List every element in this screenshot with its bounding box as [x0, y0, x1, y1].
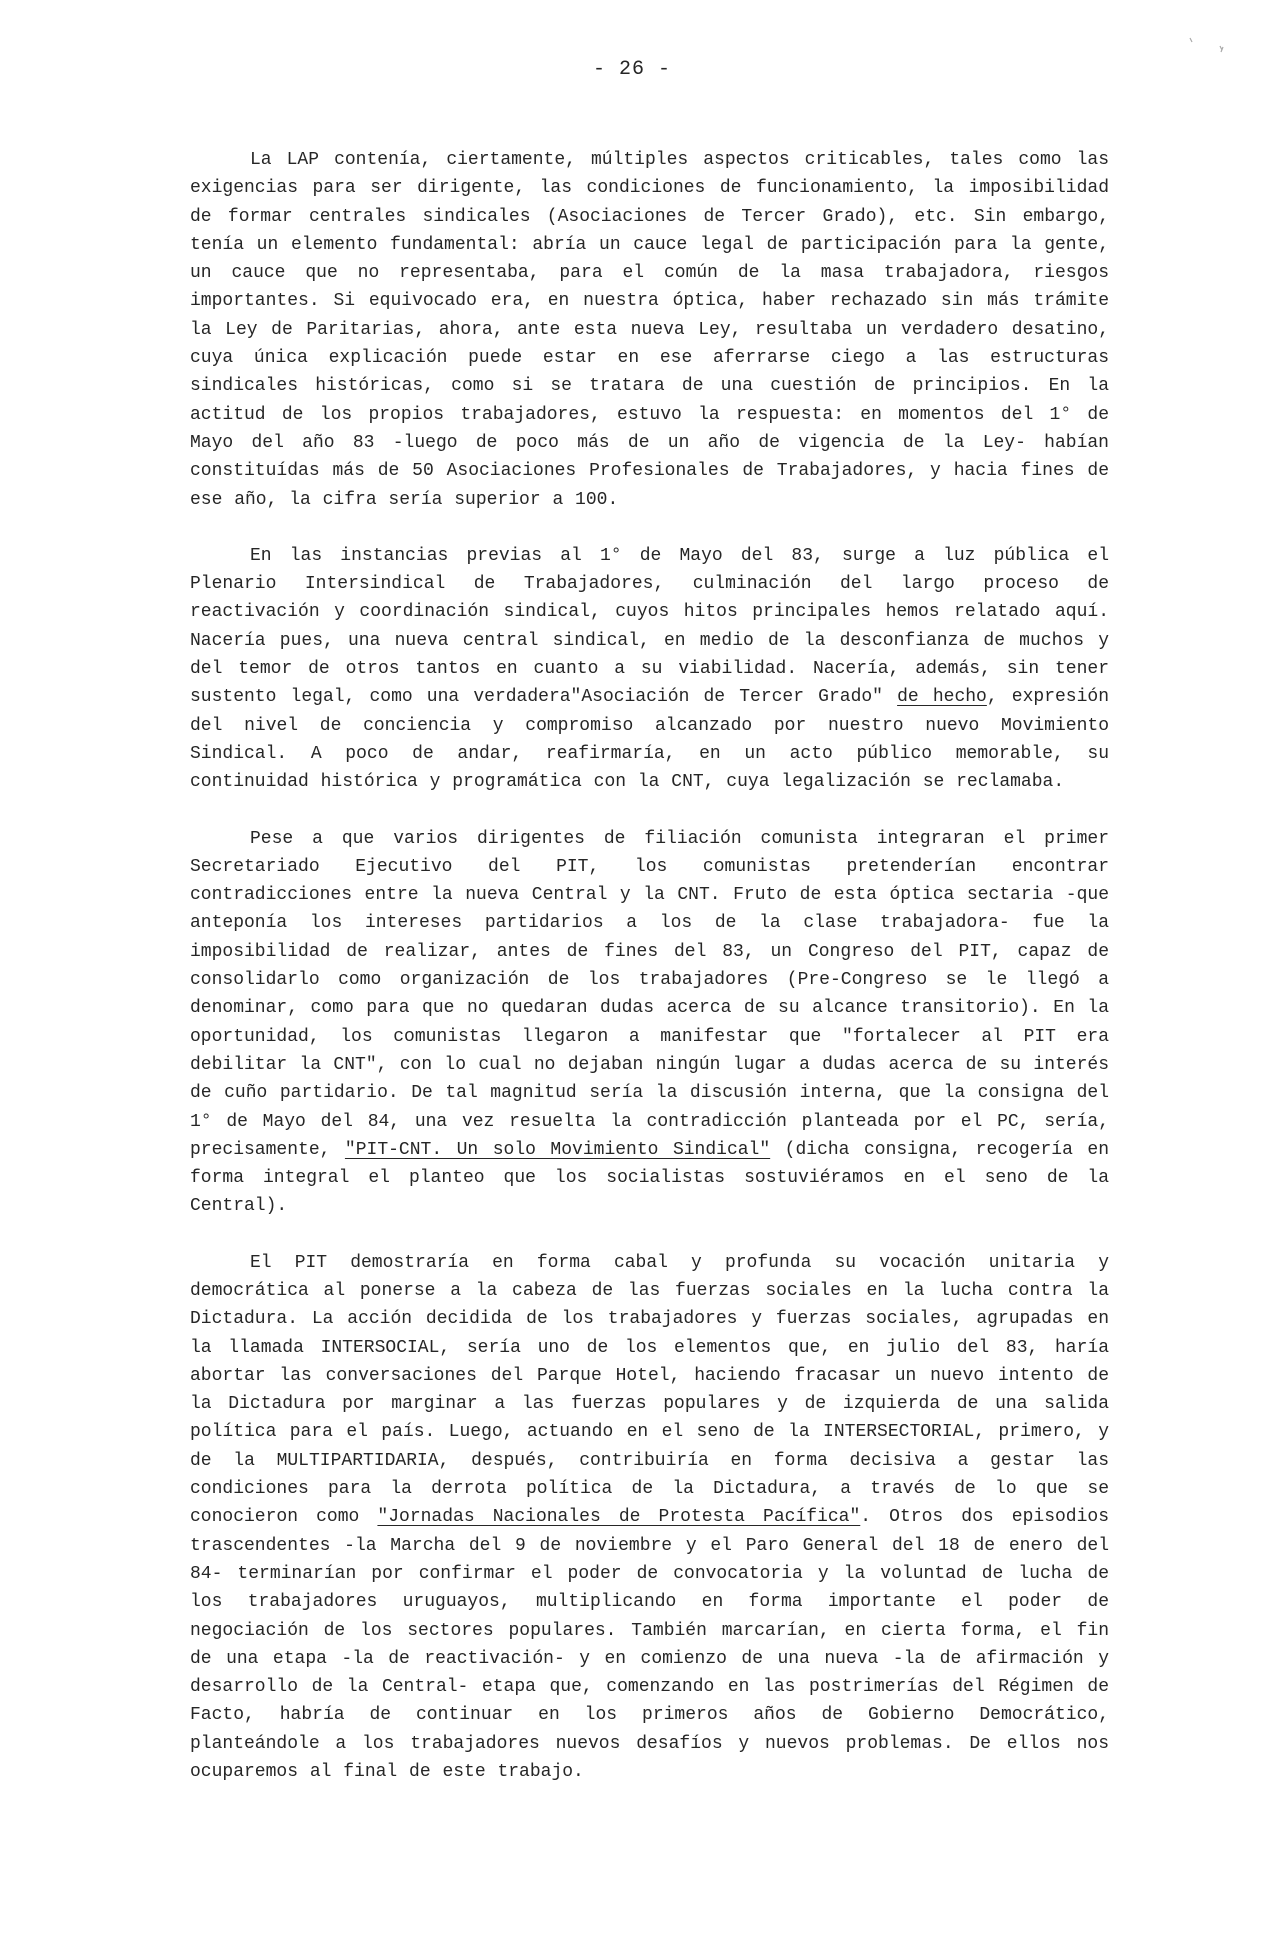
underlined-consigna: "PIT-CNT. Un solo Movimiento Sindical" [344, 1139, 771, 1160]
paragraph-pit-vocacion-text-b: . Otros dos episodios trascendentes -la Marcha del 9 de noviembre y el Paro General del 18 de enero del 84- terminarían por confirmar el poder de convocatoria y la voluntad de lucha de los trabajadores uruguayos, multiplicando en forma importante el poder de negociación de los sectores populares. También marcarían, en cierta forma, el fin de una etapa -la de reactivación- y en comienzo de una nueva -la de afirmación y desarrollo de la Central- etapa que, comenzando en las postrimerías del Régimen de Facto, habría de continuar en los primeros años de Gobierno Democrático, planteándole a los trabajadores nuevos desafíos y nuevos problemas. De ellos nos ocuparemos al final de este trabajo. [190, 1507, 1109, 1783]
paragraph-plenario-text-a: En las instancias previas al 1° de Mayo del 83, surge a luz pública el Plenario Intersindical de Trabajadores, culminación del largo proceso de reactivación y coordinación sindical, cuyos hitos principales hemos relatado aquí. Nacería pues, una nueva central sindical, en medio de la desconfianza de muchos y del temor de otros tantos en cuanto a su viabilidad. Nacería, además, sin tener sustento legal, como una verdadera"Asociación de Tercer Grado" [190, 545, 1109, 708]
scan-speck-marks [1180, 30, 1240, 70]
page-number: - 26 - [592, 58, 671, 81]
paragraph-plenario-text-b: , expresión del nivel de conciencia y compromiso alcanzado por nuestro nuevo Movimiento Sindical. A poco de andar, reafirmaría, en un acto público memorable, su continuidad histórica y programática con la CNT, cuya legalización se reclamaba. [190, 687, 1110, 793]
paragraph-lap: La LAP contenía, ciertamente, múltiples aspectos criticables, tales como las exigencias para ser dirigente, las condiciones de funcionamiento, la imposibilidad de formar centrales sindicales (Asociaciones de Tercer Grado), etc. Sin embargo, tenía un elemento fundamental: abría un cauce legal de participación para la gente, un cauce que no representaba, para el común de la masa trabajadora, riesgos importantes. Si equivocado era, en nuestra óptica, haber rechazado sin más trámite la Ley de Paritarias, ahora, ante esta nueva Ley, resultaba un verdadero desatino, cuya única explicación puede estar en ese aferrarse ciego a las estructuras sindicales históricas, como si se tratara de una cuestión de principios. En la actitud de los propios trabajadores, estuvo la respuesta: en momentos del 1° de Mayo del año 83 -luego de poco más de un año de vigencia de la Ley- habían constituídas más de 50 Asociaciones Profesionales de Trabajadores, y hacia fines de ese año, la cifra sería superior a 100. [190, 150, 1109, 510]
scan-specks [1180, 30, 1240, 70]
paragraph-comunistas-text-a: Pese a que varios dirigentes de filiación comunista integraran el primer Secretariado Ejecutivo del PIT, los comunistas pretenderían encontrar contradicciones entre la nueva Central y la CNT. Fruto de esta óptica sectaria -que anteponía los intereses partidarios a los de la clase trabajadora- fue la imposibilidad de realizar, antes de fines del 83, un Congreso del PIT, capaz de consolidarlo como organización de los trabajadores (Pre-Congreso se le llegó a denominar, como para que no quedaran dudas acerca de su alcance transitorio). En la oportunidad, los comunistas llegaron a manifestar que "fortalecer al PIT era debilitar la CNT", con lo cual no dejaban ningún lugar a dudas acerca de su interés de cuño partidario. De tal magnitud sería la discusión interna, que la consigna del 1° de Mayo del 84, una vez resuelta la contradicción planteada por el PC, sería, precisamente, [190, 828, 1109, 1160]
underlined-de-hecho: de hecho [897, 687, 987, 708]
paragraph-plenario [190, 542, 1109, 797]
paragraph-comunistas-text-b: (dicha consigna, recogería en forma integral el planteo que los socialistas sostuviéramos en el seno de la Central). [190, 1139, 1109, 1217]
paragraph-pit-vocacion-text-a: El PIT demostraría en forma cabal y profunda su vocación unitaria y democrática al ponerse a la cabeza de las fuerzas sociales en la lucha contra la Dictadura. La acción decidida de los trabajadores y fuerzas sociales, agrupadas en la llamada INTERSOCIAL, sería uno de los elementos que, en julio del 83, haría abortar las conversaciones del Parque Hotel, haciendo fracasar un nuevo intento de la Dictadura por marginar a las fuerzas populares y de izquierda de una salida política para el país. Luego, actuando en el seno de la INTERSECTORIAL, primero, y de la MULTIPARTIDARIA, después, contribuiría en forma decisiva a gestar las condiciones para la derrota política de la Dictadura, a través de lo que se conocieron como [190, 1252, 1109, 1528]
paragraph-pit-vocacion [190, 1249, 1109, 1787]
underlined-jornadas: "Jornadas Nacionales de Protesta Pacífica" [377, 1507, 861, 1528]
document-body [190, 146, 1109, 1814]
paragraph-comunistas [190, 825, 1109, 1221]
